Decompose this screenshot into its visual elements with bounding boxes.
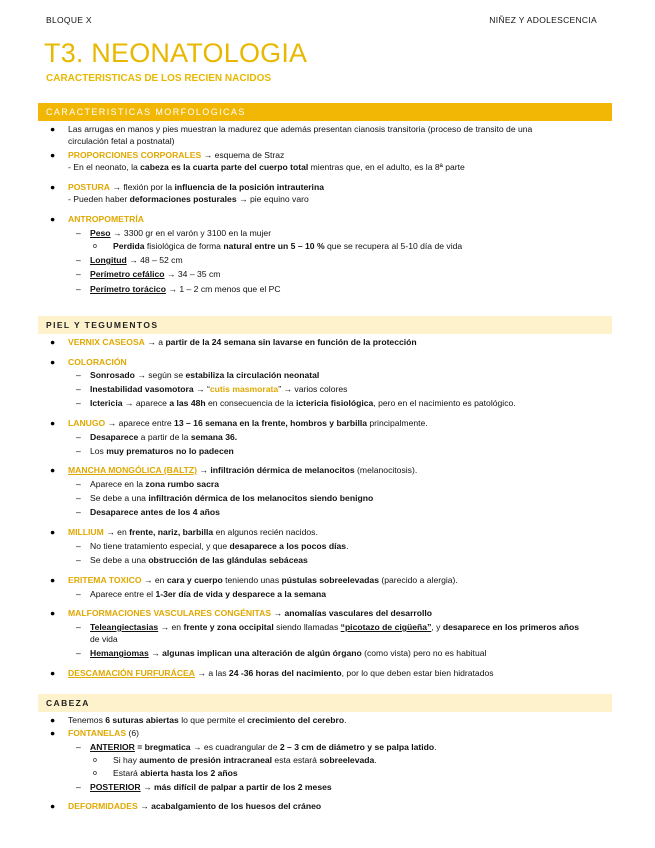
text-line: MALFORMACIONES VASCULARES CONGÉNITAS → anomalías vasculares del desarrollo (68, 608, 433, 618)
text-line: Estará abierta hasta los 2 años (113, 768, 238, 778)
text-line: COLORACIÓN (68, 357, 127, 367)
text-line: Desaparece antes de los 4 años (90, 507, 220, 517)
text-line: Teleangiectasias → en frente y zona occipital siendo llamadas “picotazo de cigüeña”, y desaparece en los primeros años (90, 622, 579, 632)
text-line: Si hay aumento de presión intracraneal esta estará sobreelevada. (113, 755, 377, 765)
text-line: circulación fetal a postnatal) (68, 136, 175, 146)
circle-bullet-icon: o (93, 757, 97, 764)
bullet-icon: ● (50, 124, 56, 134)
bullet-icon: ● (50, 668, 56, 678)
dash-icon: – (76, 622, 81, 632)
bullet-icon: ● (50, 527, 56, 537)
dash-icon: – (76, 384, 81, 394)
page-subtitle: CARACTERISTICAS DE LOS RECIEN NACIDOS (46, 73, 272, 84)
bullet-icon: ● (50, 150, 56, 160)
dash-icon: – (76, 446, 81, 456)
text-line: Aparece entre el 1-3er día de vida y desparece a la semana (90, 589, 326, 599)
text-line: Las arrugas en manos y pies muestran la madurez que además presentan cianosis transitoria (proceso de transito de una (68, 124, 533, 134)
text-line: POSTURA → flexión por la influencia de la posición intrauterina (68, 182, 324, 192)
text-line: Perdida fisiológica de forma natural entre un 5 – 10 % que se recupera al 5-10 día de vida (113, 241, 463, 251)
dash-icon: – (76, 370, 81, 380)
bullet-icon: ● (50, 182, 56, 192)
text-line: MILLIUM → en frente, nariz, barbilla en algunos recién nacidos. (68, 527, 318, 537)
text-line: Aparece en la zona rumbo sacra (90, 479, 219, 489)
text-line: MANCHA MONGÓLICA (BALTZ) → infiltración dérmica de melanocitos (melanocitosis). (68, 465, 418, 475)
text-line: VERNIX CASEOSA → a partir de la 24 semana sin lavarse en función de la protección (68, 337, 417, 347)
text-line: LANUGO → aparece entre 13 – 16 semana en la frente, hombros y barbilla principalmente. (68, 418, 428, 428)
text-line: de vida (90, 634, 118, 644)
text-line: Hemangiomas → algunas implican una alteración de algún órgano (como vista) pero no es habitual (90, 648, 487, 658)
text-line: Tenemos 6 suturas abiertas lo que permite el crecimiento del cerebro. (68, 715, 347, 725)
dash-icon: – (76, 255, 81, 265)
text-line: Inestabilidad vasomotora → “cutis masmorata” → varios colores (90, 384, 348, 394)
dash-icon: – (76, 648, 81, 658)
text-line: - Pueden haber deformaciones posturales → pie equino varo (68, 194, 309, 204)
section-header-morfologicas: CARACTERISTICAS MORFOLOGICAS (38, 103, 612, 121)
text-line: Se debe a una infiltración dérmica de los melanocitos siendo benigno (90, 493, 374, 503)
dash-icon: – (76, 493, 81, 503)
bullet-icon: ● (50, 357, 56, 367)
dash-icon: – (76, 432, 81, 442)
section-header-piel: PIEL Y TEGUMENTOS (38, 316, 612, 334)
bullet-icon: ● (50, 575, 56, 585)
dash-icon: – (76, 541, 81, 551)
text-line: ANTERIOR = bregmatica → es cuadrangular de 2 – 3 cm de diámetro y se palpa latido. (90, 742, 437, 752)
text-line: No tiene tratamiento especial, y que desaparece a los pocos días. (90, 541, 349, 551)
text-line: Desaparece a partir de la semana 36. (90, 432, 238, 442)
circle-bullet-icon: o (93, 770, 97, 777)
bullet-icon: ● (50, 728, 56, 738)
text-line: Perímetro torácico → 1 – 2 cm menos que el PC (90, 284, 281, 294)
text-line: ERITEMA TOXICO → en cara y cuerpo teniendo unas pústulas sobreelevadas (parecido a alergia). (68, 575, 458, 585)
text-line: Sonrosado → según se estabiliza la circulación neonatal (90, 370, 320, 380)
text-line: Longitud → 48 – 52 cm (90, 255, 183, 265)
dash-icon: – (76, 589, 81, 599)
text-line: FONTANELAS (6) (68, 728, 139, 738)
dash-icon: – (76, 284, 81, 294)
dash-icon: – (76, 269, 81, 279)
bullet-icon: ● (50, 608, 56, 618)
text-line: POSTERIOR → más difícil de palpar a partir de los 2 meses (90, 782, 332, 792)
dash-icon: – (76, 479, 81, 489)
text-line: ANTROPOMETRÍA (68, 214, 144, 224)
dash-icon: – (76, 507, 81, 517)
text-line: Los muy prematuros no lo padecen (90, 446, 234, 456)
dash-icon: – (76, 742, 81, 752)
circle-bullet-icon: o (93, 243, 97, 250)
text-line: DEFORMIDADES → acabalgamiento de los huesos del cráneo (68, 801, 322, 811)
text-line: Se debe a una obstrucción de las glándulas sebáceas (90, 555, 308, 565)
dash-icon: – (76, 555, 81, 565)
text-line: PROPORCIONES CORPORALES → esquema de Straz (68, 150, 285, 160)
bullet-icon: ● (50, 715, 56, 725)
page-title: T3. NEONATOLOGIA (44, 38, 308, 68)
bullet-icon: ● (50, 465, 56, 475)
text-line: - En el neonato, la cabeza es la cuarta parte del cuerpo total mientras que, en el adulto, es la 8ª parte (68, 162, 465, 172)
text-line: Ictericia → aparece a las 48h en consecuencia de la ictericia fisiológica, pero en el nacimiento es patológico. (90, 398, 516, 408)
text-line: DESCAMACIÓN FURFURÁCEA → a las 24 -36 horas del nacimiento, por lo que deben estar bien hidratados (68, 668, 494, 678)
bullet-icon: ● (50, 801, 56, 811)
section-header-cabeza: CABEZA (38, 694, 612, 712)
dash-icon: – (76, 398, 81, 408)
dash-icon: – (76, 782, 81, 792)
bullet-icon: ● (50, 337, 56, 347)
dash-icon: – (76, 228, 81, 238)
bullet-icon: ● (50, 214, 56, 224)
header-right: NIÑEZ Y ADOLESCENCIA (489, 15, 597, 25)
text-line: Perímetro cefálico → 34 – 35 cm (90, 269, 221, 279)
header-left: BLOQUE X (46, 15, 92, 25)
bullet-icon: ● (50, 418, 56, 428)
text-line: Peso → 3300 gr en el varón y 3100 en la mujer (90, 228, 272, 238)
